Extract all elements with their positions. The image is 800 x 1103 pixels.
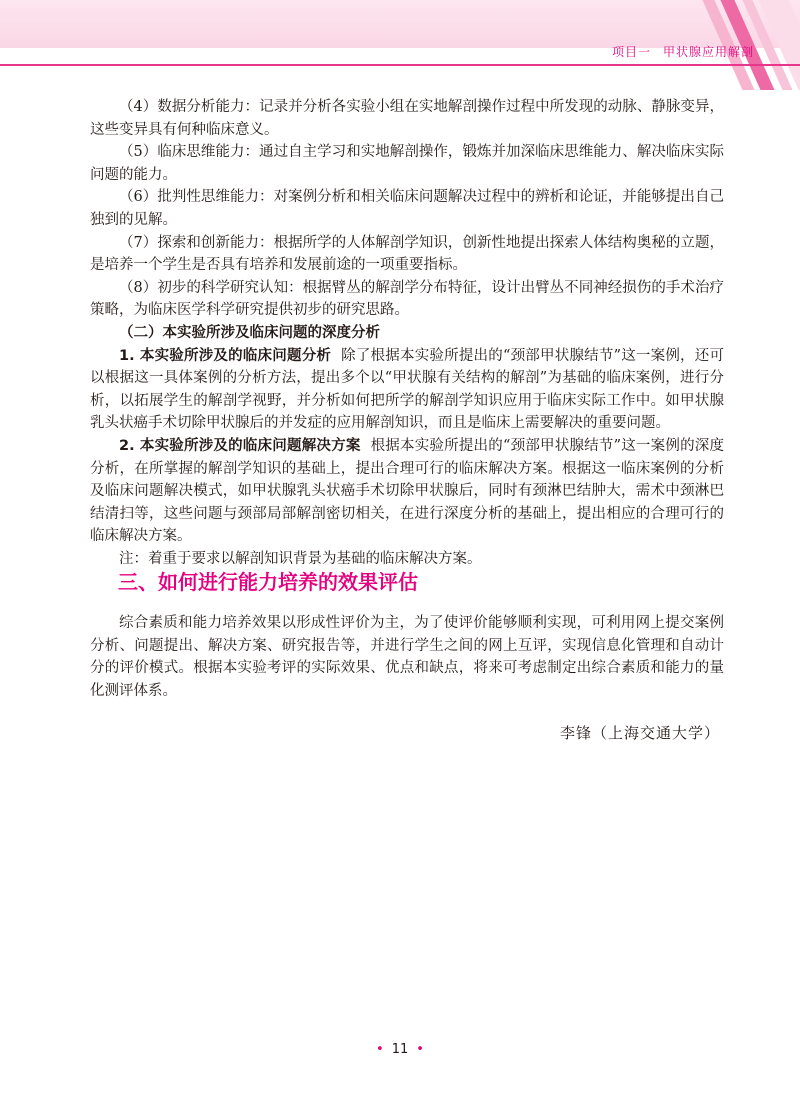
clinical-solution-text: 根据本实验所提出的“颈部甲状腺结节”这一案例的深度分析，在所掌握的解剖学知识的基础上，提出合理可行的临床解决方案。根据这一临床案例的分析及临床问题解决模式，如甲状腺乳头状癌手术切除甲状腺后，同时有颈淋巴结肿大，需术中颈淋巴结清扫等，这些问题与颈部局部解剖密切相关，在进行深度分析的基础上，提出相应的合理可行的临床解决方案。 bbox=[90, 437, 724, 545]
author-credit: 李锋（上海交通大学） bbox=[559, 724, 720, 742]
bullet-icon: • bbox=[416, 1042, 424, 1057]
ability-item: （8）初步的科学研究认知：根据臂丛的解剖学分布特征，设计出臂丛不同神经损伤的手术治疗策略，为临床医学科学研究提供初步的研究思路。 bbox=[90, 279, 724, 319]
note: 注：着重于要求以解剖知识背景为基础的临床解决方案。 bbox=[119, 550, 482, 567]
clinical-solution-lead: 2. 本实验所涉及的临床问题解决方案 bbox=[119, 437, 361, 454]
main-content bbox=[90, 96, 724, 570]
clinical-analysis-paragraph bbox=[90, 345, 724, 435]
evaluation-section bbox=[90, 612, 724, 702]
ability-item: （5）临床思维能力：通过自主学习和实地解剖操作，锻炼并加深临床思维能力、解决临床实际问题的能力。 bbox=[90, 144, 724, 183]
depth-analysis-heading: （二）本实验所涉及临床问题的深度分析 bbox=[119, 324, 380, 341]
bullet-icon: • bbox=[376, 1042, 384, 1057]
running-header bbox=[612, 43, 754, 60]
ability-item: （7）探索和创新能力：根据所学的人体解剖学知识，创新性地提出探索人体结构奥秘的立题，是培养一个学生是否具有培养和发展前途的一项重要指标。 bbox=[90, 234, 724, 274]
page-footer bbox=[0, 1042, 800, 1057]
evaluation-paragraph: 综合素质和能力培养效果以形成性评价为主，为了使评价能够顺利实现，可利用网上提交案例分析、问题提出、解决方案、研究报告等，并进行学生之间的网上互评，实现信息化管理和自动计分的评价模式。根据本实验考评的实际效果、优点和缺点，将来可考虑制定出综合素质和能力的量化测评体系。 bbox=[90, 615, 724, 699]
chapter-title: 甲状腺应用解剖 bbox=[662, 45, 754, 59]
section-heading: 三、如何进行能力培养的效果评估 bbox=[118, 570, 418, 594]
page-number: 11 bbox=[391, 1042, 409, 1057]
project-label: 项目一 bbox=[611, 45, 651, 59]
ability-item: （4）数据分析能力：记录并分析各实验小组在实地解剖操作过程中所发现的动脉、静脉变异，这些变异具有何种临床意义。 bbox=[90, 99, 724, 138]
clinical-analysis-lead: 1. 本实验所涉及的临床问题分析 bbox=[119, 347, 332, 364]
header-band bbox=[0, 0, 800, 48]
header-rule bbox=[0, 64, 800, 66]
ability-item: （6）批判性思维能力：对案例分析和相关临床问题解决过程中的辨析和论证，并能够提出自己独到的见解。 bbox=[90, 189, 724, 228]
clinical-analysis-text: 除了根据本实验所提出的“颈部甲状腺结节”这一案例，还可以根据这一具体案例的分析方法，提出多个以“甲状腺有关结构的解剖”为基础的临床案例，进行分析，以拓展学生的解剖学视野，并分析如何把所学的解剖学知识应用于临床实际工作中。如甲状腺乳头状癌手术切除甲状腺后的并发症的应用解剖知识，而且是临床上需要解决的重要问题。 bbox=[90, 347, 724, 432]
clinical-solution-paragraph bbox=[90, 435, 724, 548]
